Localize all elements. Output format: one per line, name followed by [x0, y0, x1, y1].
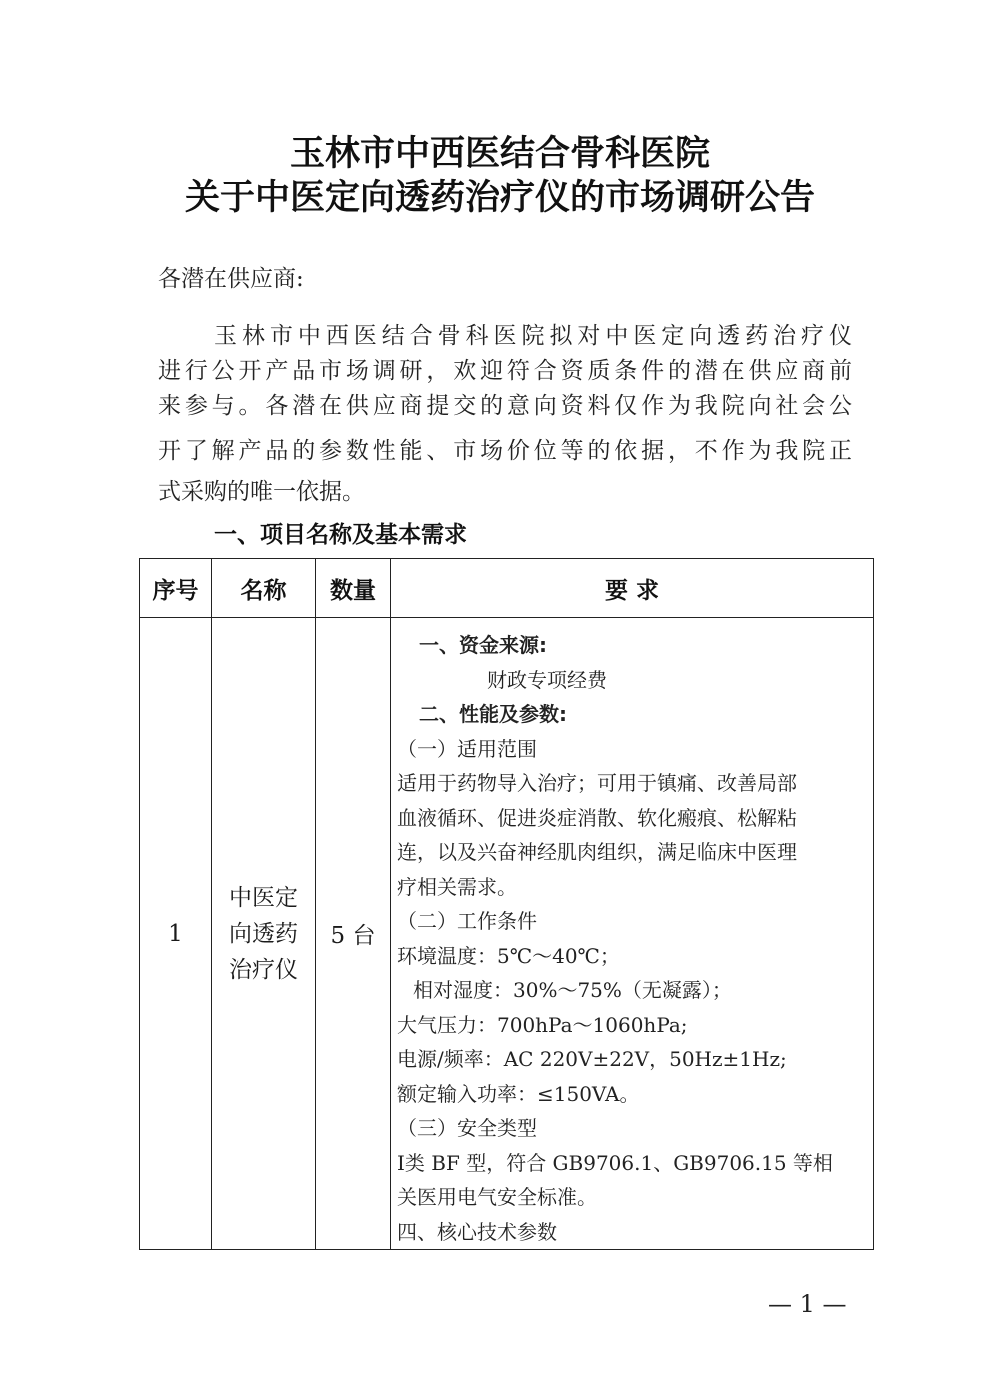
- req-line: 连，以及兴奋神经肌肉组织，满足临床中医理: [397, 840, 797, 864]
- req-line: 电源/频率：AC 220V±22V，50Hz±1Hz;: [397, 1047, 787, 1071]
- name-line: 治疗仪: [229, 956, 298, 983]
- req-heading: 四、核心技术参数: [397, 1219, 557, 1244]
- cell-requirements: [391, 618, 874, 1250]
- req-line: 财政专项经费: [487, 667, 607, 692]
- header-name: 名称: [212, 559, 316, 618]
- title-line-1: 玉林市中西医结合骨科医院: [289, 134, 710, 174]
- req-line: 大气压力：700hPa～1060hPa;: [397, 1012, 688, 1037]
- req-heading: 一、资金来源:: [419, 633, 547, 657]
- header-index: 序号: [140, 559, 212, 618]
- cell-quantity: 5 台: [316, 618, 391, 1250]
- req-line: 额定输入功率：≤150VA。: [397, 1081, 640, 1106]
- title-line-2: 关于中医定向透药治疗仪的市场调研公告: [184, 178, 815, 218]
- req-subheading: （三）安全类型: [397, 1116, 537, 1140]
- req-line: 关医用电气安全标准。: [397, 1185, 597, 1209]
- body-line: 玉林市中西医结合骨科医院拟对中医定向透药治疗仪: [214, 323, 852, 349]
- body-line: 式采购的唯一依据。: [158, 479, 365, 505]
- header-requirements: 要 求: [391, 559, 874, 618]
- header-quantity: 数量: [316, 559, 391, 618]
- table-header-row: [140, 559, 874, 618]
- section-heading: 一、项目名称及基本需求: [214, 522, 467, 548]
- requirements-table: [139, 558, 874, 1250]
- body-line: 开了解产品的参数性能、市场价位等的依据，不作为我院正: [158, 438, 852, 464]
- req-line: 相对湿度：30%～75%（无凝露）；: [413, 978, 732, 1002]
- cell-index: 1: [140, 618, 212, 1250]
- page-number: — 1 —: [768, 1290, 847, 1318]
- name-line: 向透药: [229, 920, 298, 947]
- body-line: 来参与。各潜在供应商提交的意向资料仅作为我院向社会公: [158, 393, 852, 419]
- req-line: 血液循环、促进炎症消散、软化瘢痕、松解粘: [397, 805, 797, 830]
- req-subheading: （二）工作条件: [397, 909, 537, 933]
- req-heading: 二、性能及参数:: [419, 702, 567, 726]
- body-line: 进行公开产品市场调研，欢迎符合资质条件的潜在供应商前: [158, 358, 852, 384]
- req-line: 环境温度：5℃～40℃；: [397, 943, 620, 968]
- req-line: 适用于药物导入治疗；可用于镇痛、改善局部: [397, 771, 797, 795]
- req-subheading: （一）适用范围: [397, 736, 537, 761]
- table-row: [140, 618, 874, 1250]
- name-line: 中医定: [229, 884, 298, 911]
- req-line: Ⅰ类 BF 型，符合 GB9706.1、GB9706.15 等相: [397, 1150, 833, 1175]
- req-line: 疗相关需求。: [397, 874, 517, 899]
- salutation: 各潜在供应商:: [158, 266, 304, 292]
- cell-name: [212, 618, 316, 1250]
